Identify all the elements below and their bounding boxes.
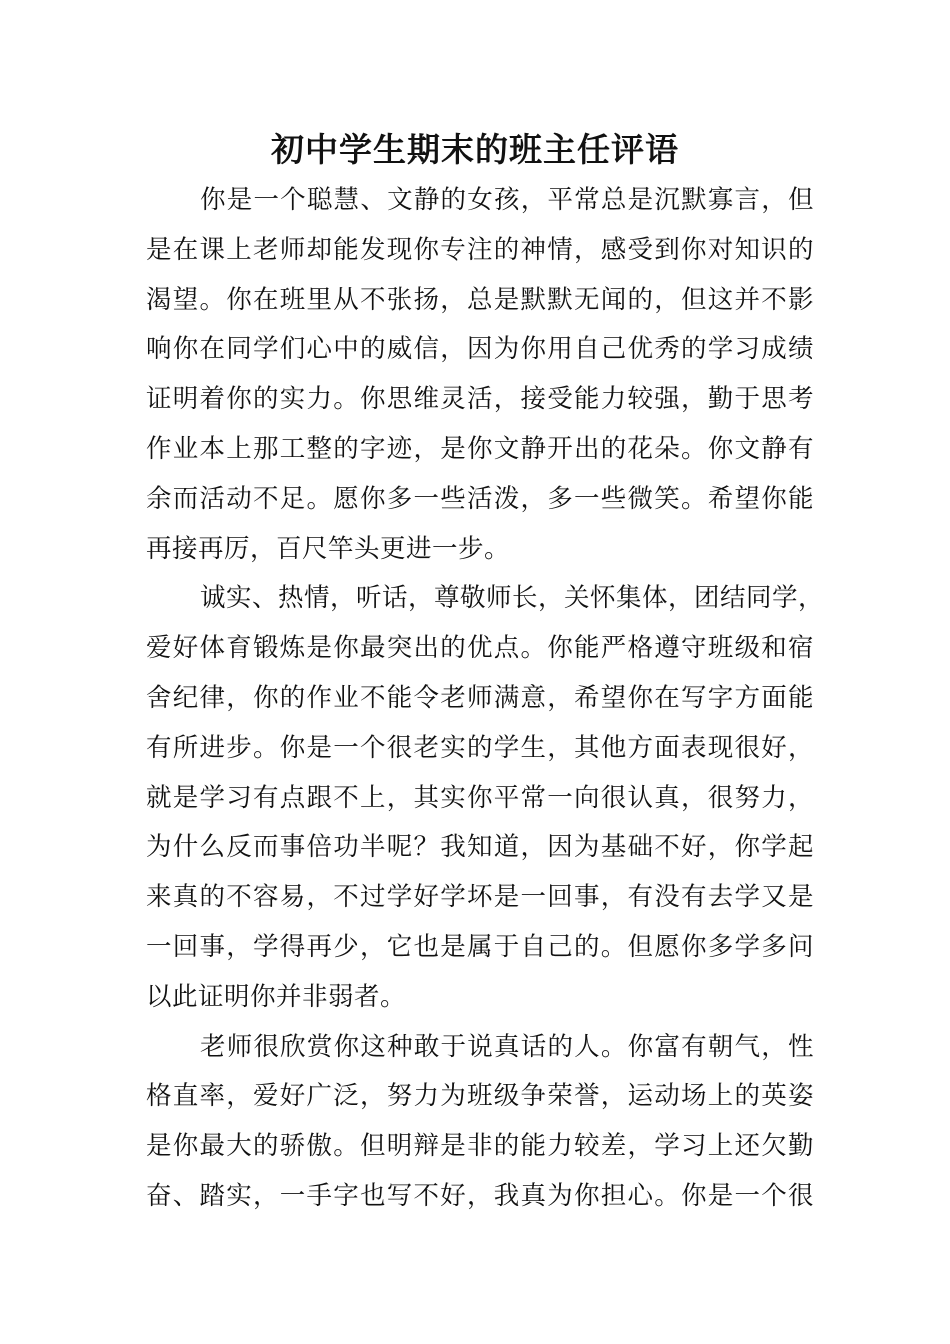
paragraph-line: 奋、踏实，一手字也写不好，我真为你担心。你是一个很 [146, 1180, 814, 1211]
paragraph-line: 格直率，爱好广泛，努力为班级争荣誉，运动场上的英姿 [146, 1081, 814, 1112]
paragraph-line: 舍纪律，你的作业不能令老师满意，希望你在写字方面能 [146, 682, 814, 713]
paragraph-line: 爱好体育锻炼是你最突出的优点。你能严格遵守班级和宿 [146, 633, 814, 664]
paragraph-line: 有所进步。你是一个很老实的学生，其他方面表现很好， [146, 732, 814, 763]
document-body [146, 176, 825, 1222]
paragraph-line: 为什么反而事倍功半呢？我知道，因为基础不好，你学起 [146, 832, 814, 863]
paragraph-line: 是在课上老师却能发现你专注的神情，感受到你对知识的 [146, 234, 814, 265]
paragraph-line: 诚实、热情，听话，尊敬师长，关怀集体，团结同学， [200, 583, 825, 614]
paragraph-line: 一回事，学得再少，它也是属于自己的。但愿你多学多问 [146, 931, 814, 962]
paragraph-line: 就是学习有点跟不上，其实你平常一向很认真，很努力， [146, 782, 814, 813]
paragraph-3 [146, 1023, 814, 1222]
paragraph-line: 你是一个聪慧、文静的女孩，平常总是沉默寡言，但 [200, 185, 814, 215]
paragraph-line: 以此证明你并非弱者。 [146, 981, 407, 1012]
paragraph-line: 余而活动不足。愿你多一些活泼，多一些微笑。希望你能 [146, 483, 814, 514]
paragraph-line: 作业本上那工整的字迹，是你文静开出的花朵。你文静有 [146, 433, 814, 464]
paragraph-2 [146, 574, 825, 1022]
paragraph-line: 再接再厉，百尺竿头更进一步。 [146, 533, 511, 564]
paragraph-1 [146, 176, 814, 574]
paragraph-line: 渴望。你在班里从不张扬，总是默默无闻的，但这并不影 [146, 284, 814, 315]
document-title: 初中学生期末的班主任评语 [271, 130, 679, 169]
paragraph-line: 响你在同学们心中的威信，因为你用自己优秀的学习成绩 [146, 334, 814, 365]
paragraph-line: 证明着你的实力。你思维灵活，接受能力较强，勤于思考 [146, 384, 814, 415]
paragraph-line: 来真的不容易，不过学好学坏是一回事，有没有去学又是 [146, 882, 814, 913]
paragraph-line: 老师很欣赏你这种敢于说真话的人。你富有朝气，性 [200, 1031, 814, 1062]
paragraph-line: 是你最大的骄傲。但明辩是非的能力较差，学习上还欠勤 [146, 1131, 814, 1162]
